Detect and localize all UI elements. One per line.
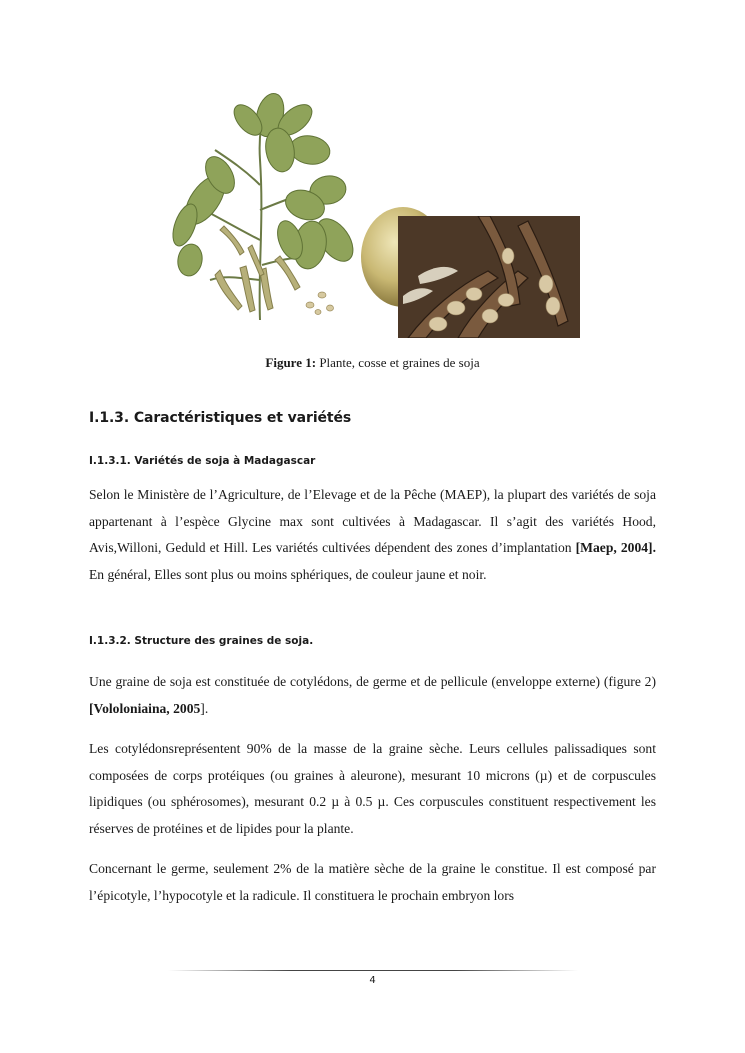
soybean-pods-photo: [398, 216, 580, 338]
paragraph-germe: Concernant le germe, seulement 2% de la matière sèche de la graine le constitue. Il est composé par l’épicotyle, l’hypocotyle et la radicule. Il constituera le prochain embryon lors: [89, 861, 656, 903]
figure-caption: [0, 355, 745, 371]
page-number: 4: [369, 975, 376, 986]
subsection-heading-varietes: I.1.3.1. Variétés de soja à Madagascar: [89, 455, 316, 467]
figure-caption-label: Figure 1:: [265, 355, 317, 370]
soybean-plant-illustration: [160, 90, 360, 325]
section-heading: I.1.3. Caractéristiques et variétés: [89, 410, 352, 426]
paragraph-varietes-end: En général, Elles sont plus ou moins sphériques, de couleur jaune et noir.: [89, 566, 487, 582]
figure-1: [160, 90, 590, 345]
footer-divider: [168, 970, 578, 971]
citation-maep: [Maep, 2004].: [575, 540, 656, 555]
figure-caption-text: Plante, cosse et graines de soja: [316, 355, 480, 370]
paragraph-structure-intro: [89, 669, 656, 722]
paragraph-varietes: [89, 482, 656, 588]
subsection-heading-structure: I.1.3.2. Structure des graines de soja.: [89, 635, 314, 647]
citation-vololoniaina: [Vololoniaina, 2005: [89, 700, 201, 716]
paragraph-varietes-text: Selon le Ministère de l’Agriculture, de l’Elevage et de la Pêche (MAEP), la plupart des variétés de soja appartenant à l’espèce Glycine max sont cultivées à Madagascar. Il s’agit des variétés Hood, Avis,Willoni, Geduld et Hill. Les variétés cultivées dépendent des zones d’implantation: [89, 487, 656, 555]
paragraph-structure-text: Une graine de soja est constituée de cotylédons, de germe et de pellicule (enveloppe externe) (figure 2): [89, 674, 656, 689]
paragraph-structure-end: ].: [200, 700, 209, 716]
paragraph-cotyledons: Les cotylédonsreprésentent 90% de la masse de la graine sèche. Leurs cellules palissadiques sont composées de corps protéiques (ou graines à aleurone), mesurant 10 microns (µ) et de corpuscules lipidiques (ou sphérosomes), mesurant 0.2 µ à 0.5 µ. Ces corpuscules constituent respectivement les réserves de protéines et de lipides pour la plante.: [89, 741, 656, 836]
